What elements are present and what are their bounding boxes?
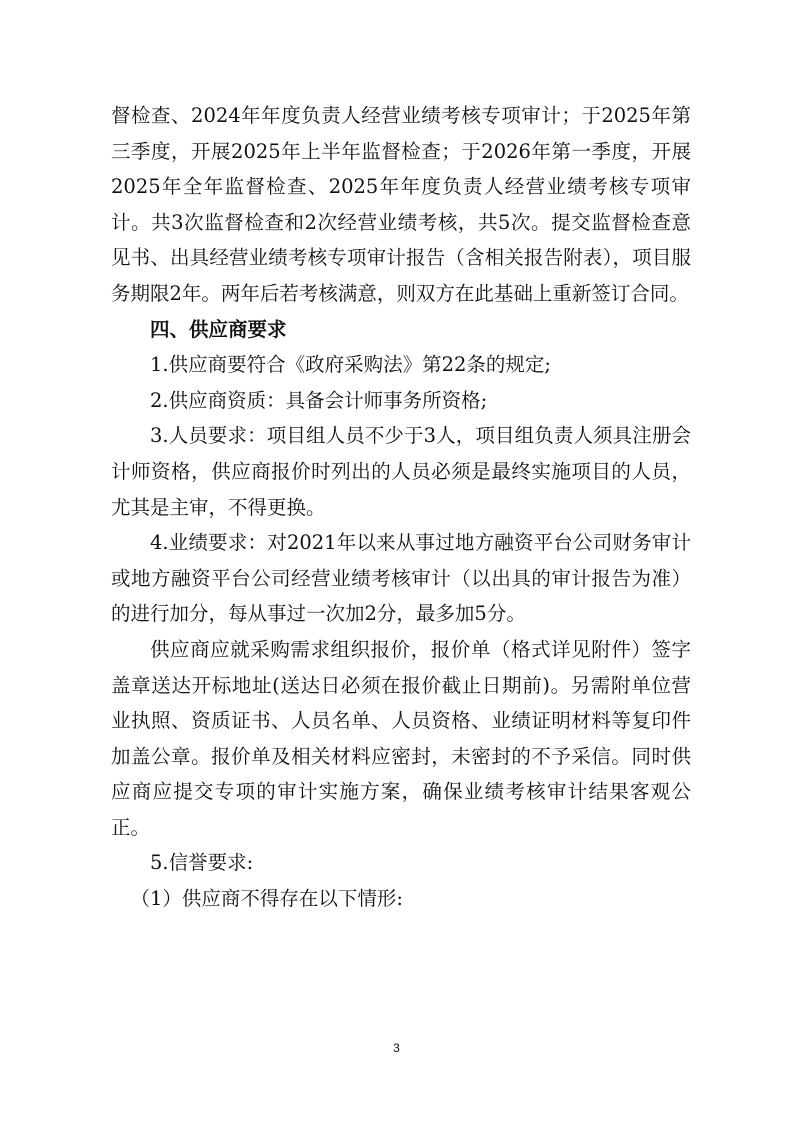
quotation-paragraph: 供应商应就采购需求组织报价，报价单（格式详见附件）签字盖章送达开标地址(送达日必须在报价截止日期前)。另需附单位营业执照、资质证书、人员名单、人员资格、业绩证明材料等复印件加盖公章。报价单及相关材料应密封，未密封的不予采信。同时供应商应提交专项的审计实施方案，确保业绩考核审计结果客观公正。: [111, 637, 691, 839]
requirement-5: 5.信誉要求:: [150, 851, 254, 875]
paragraph-continuation: 督检查、2024年年度负责人经营业绩考核专项审计；于2025年第三季度，开展2025年上半年监督检查；于2026年第一季度，开展2025年全年监督检查、2025年年度负责人经营业绩考核专项审计。共3次监督检查和2次经营业绩考核，共5次。提交监督检查意见书、出具经营业绩考核专项审计报告（含相关报告附表），项目服务期限2年。两年后若考核满意，则双方在此基础上重新签订合同。: [111, 104, 691, 305]
requirement-1: 1.供应商要符合《政府采购法》第22条的规定;: [150, 353, 551, 377]
page-number: 3: [393, 1041, 400, 1055]
section-heading: 四、供应商要求: [150, 317, 287, 341]
requirement-3: 3.人员要求：项目组人员不少于3人，项目组负责人须具注册会计师资格，供应商报价时列出的人员必须是最终实施项目的人员，尤其是主审，不得更换。: [111, 424, 691, 519]
document-body: [111, 98, 691, 917]
requirement-5-item-1: （1）供应商不得存在以下情形:: [130, 887, 403, 911]
requirement-2: 2.供应商资质：具备会计师事务所资格;: [150, 388, 488, 412]
requirement-4: 4.业绩要求：对2021年以来从事过地方融资平台公司财务审计或地方融资平台公司经营业绩考核审计（以出具的审计报告为准）的进行加分，每从事过一次加2分，最多加5分。: [111, 531, 691, 626]
